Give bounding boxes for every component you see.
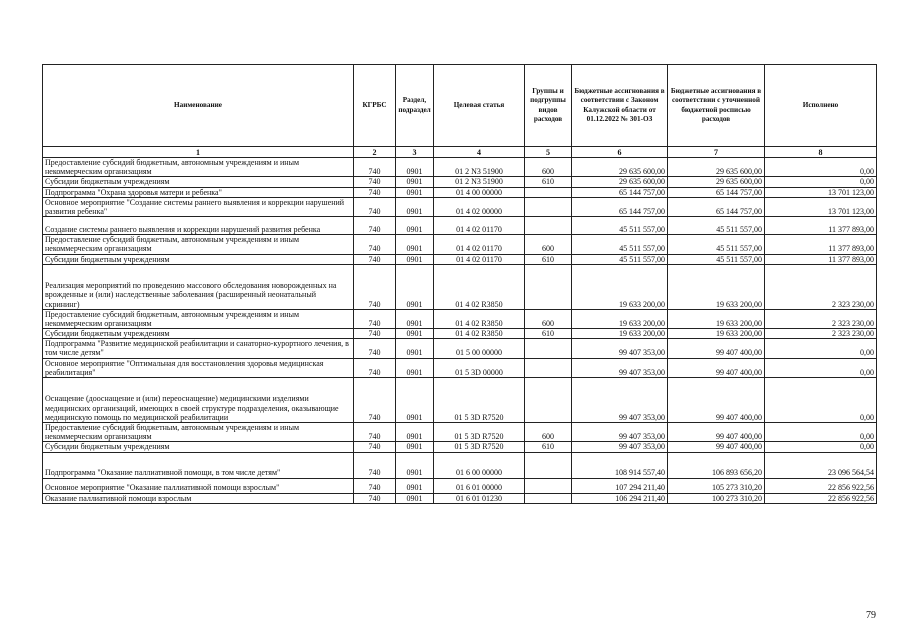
- row-executed: 0,00: [765, 358, 877, 377]
- row-expense-type: [525, 358, 572, 377]
- row-executed: 2 323 230,00: [765, 309, 877, 328]
- row-razdel: 0901: [396, 493, 434, 503]
- row-law-allocation: 99 407 353,00: [572, 378, 668, 423]
- row-name: Подпрограмма "Развитие медицинской реабилитации и санаторно-курортного лечения, в том числе детям": [43, 339, 354, 358]
- row-roster-allocation: 45 511 557,00: [668, 254, 765, 264]
- row-roster-allocation: 99 407 400,00: [668, 423, 765, 442]
- row-kgrbs: 740: [354, 264, 396, 309]
- row-target-article: 01 5 3D R7520: [434, 442, 525, 452]
- table-row: [43, 423, 877, 442]
- row-kgrbs: 740: [354, 158, 396, 177]
- row-razdel: 0901: [396, 254, 434, 264]
- row-roster-allocation: 99 407 400,00: [668, 339, 765, 358]
- row-expense-type: 600: [525, 235, 572, 254]
- row-name: Субсидии бюджетным учреждениям: [43, 254, 354, 264]
- row-kgrbs: 740: [354, 423, 396, 442]
- row-kgrbs: 740: [354, 378, 396, 423]
- row-law-allocation: 29 635 600,00: [572, 177, 668, 187]
- row-executed: 22 856 922,56: [765, 478, 877, 493]
- row-expense-type: [525, 493, 572, 503]
- row-name: Оказание паллиативной помощи взрослым: [43, 493, 354, 503]
- row-kgrbs: 740: [354, 442, 396, 452]
- row-law-allocation: 65 144 757,00: [572, 187, 668, 197]
- row-kgrbs: 740: [354, 339, 396, 358]
- budget-table: [42, 64, 877, 504]
- row-target-article: 01 6 01 00000: [434, 478, 525, 493]
- table-row: [43, 187, 877, 197]
- row-target-article: 01 4 02 00000: [434, 197, 525, 216]
- row-target-article: 01 5 00 00000: [434, 339, 525, 358]
- row-target-article: 01 5 3D R7520: [434, 378, 525, 423]
- row-expense-type: 600: [525, 423, 572, 442]
- row-name: Предоставление субсидий бюджетным, автономным учреждениям и иным некоммерческим организациям: [43, 158, 354, 177]
- row-law-allocation: 19 633 200,00: [572, 309, 668, 328]
- row-roster-allocation: 29 635 600,00: [668, 177, 765, 187]
- column-number: 4: [434, 147, 525, 158]
- row-law-allocation: 19 633 200,00: [572, 329, 668, 339]
- row-law-allocation: 29 635 600,00: [572, 158, 668, 177]
- row-kgrbs: 740: [354, 187, 396, 197]
- row-executed: 0,00: [765, 177, 877, 187]
- row-razdel: 0901: [396, 442, 434, 452]
- row-name: Реализация мероприятий по проведению массового обследования новорожденных на врожденные и (или) наследственные заболевания (расширенный неонатальный скрининг): [43, 264, 354, 309]
- row-roster-allocation: 106 893 656,20: [668, 452, 765, 478]
- row-razdel: 0901: [396, 329, 434, 339]
- row-law-allocation: 99 407 353,00: [572, 339, 668, 358]
- row-executed: 2 323 230,00: [765, 264, 877, 309]
- row-executed: 0,00: [765, 158, 877, 177]
- table-row: [43, 177, 877, 187]
- table-row: [43, 358, 877, 377]
- row-kgrbs: 740: [354, 177, 396, 187]
- row-razdel: 0901: [396, 358, 434, 377]
- row-target-article: 01 4 02 R3850: [434, 329, 525, 339]
- row-law-allocation: 45 511 557,00: [572, 235, 668, 254]
- row-executed: 11 377 893,00: [765, 235, 877, 254]
- row-roster-allocation: 45 511 557,00: [668, 235, 765, 254]
- column-number: 2: [354, 147, 396, 158]
- row-kgrbs: 740: [354, 329, 396, 339]
- row-roster-allocation: 65 144 757,00: [668, 197, 765, 216]
- table-row: [43, 329, 877, 339]
- row-roster-allocation: 19 633 200,00: [668, 329, 765, 339]
- row-name: Оснащение (дооснащение и (или) переоснащение) медицинскими изделиями медицинских организаций, имеющих в своей структуре подразделения, оказывающие медицинскую помощь по медицинской реабилитации: [43, 378, 354, 423]
- row-law-allocation: 99 407 353,00: [572, 423, 668, 442]
- row-kgrbs: 740: [354, 254, 396, 264]
- row-executed: 2 323 230,00: [765, 329, 877, 339]
- row-razdel: 0901: [396, 177, 434, 187]
- row-law-allocation: 65 144 757,00: [572, 197, 668, 216]
- header-expense-type: Группы и подгруппы видов расходов: [525, 65, 572, 147]
- column-number: 3: [396, 147, 434, 158]
- page-number: 79: [866, 610, 876, 621]
- row-kgrbs: 740: [354, 358, 396, 377]
- table-row: [43, 452, 877, 478]
- row-law-allocation: 107 294 211,40: [572, 478, 668, 493]
- column-number: 5: [525, 147, 572, 158]
- header-target-article: Целевая статья: [434, 65, 525, 147]
- row-target-article: 01 5 3D R7520: [434, 423, 525, 442]
- row-expense-type: [525, 478, 572, 493]
- header-row: [43, 65, 877, 147]
- row-roster-allocation: 105 273 310,20: [668, 478, 765, 493]
- row-law-allocation: 99 407 353,00: [572, 358, 668, 377]
- row-razdel: 0901: [396, 187, 434, 197]
- row-expense-type: 600: [525, 309, 572, 328]
- row-executed: 11 377 893,00: [765, 217, 877, 235]
- row-executed: 0,00: [765, 423, 877, 442]
- row-roster-allocation: 29 635 600,00: [668, 158, 765, 177]
- table-row: [43, 264, 877, 309]
- row-expense-type: 610: [525, 329, 572, 339]
- row-razdel: 0901: [396, 339, 434, 358]
- table-row: [43, 309, 877, 328]
- row-expense-type: 610: [525, 442, 572, 452]
- table-row: [43, 493, 877, 503]
- row-name: Создание системы раннего выявления и коррекции нарушений развития ребенка: [43, 217, 354, 235]
- row-target-article: 01 4 02 R3850: [434, 264, 525, 309]
- row-razdel: 0901: [396, 423, 434, 442]
- column-number: 1: [43, 147, 354, 158]
- row-target-article: 01 6 01 01230: [434, 493, 525, 503]
- row-roster-allocation: 99 407 400,00: [668, 442, 765, 452]
- column-number: 6: [572, 147, 668, 158]
- row-expense-type: [525, 197, 572, 216]
- row-executed: 13 701 123,00: [765, 197, 877, 216]
- row-law-allocation: 45 511 557,00: [572, 254, 668, 264]
- row-target-article: 01 5 3D 00000: [434, 358, 525, 377]
- table-row: [43, 378, 877, 423]
- row-executed: 11 377 893,00: [765, 254, 877, 264]
- row-target-article: 01 4 02 01170: [434, 235, 525, 254]
- row-name: Предоставление субсидий бюджетным, автономным учреждениям и иным некоммерческим организациям: [43, 235, 354, 254]
- column-number: 8: [765, 147, 877, 158]
- row-kgrbs: 740: [354, 309, 396, 328]
- row-expense-type: 610: [525, 254, 572, 264]
- row-razdel: 0901: [396, 309, 434, 328]
- table-row: [43, 339, 877, 358]
- row-law-allocation: 19 633 200,00: [572, 264, 668, 309]
- row-executed: 0,00: [765, 442, 877, 452]
- header-law-allocation: Бюджетные ассигнования в соответствии с Законом Калужской области от 01.12.2022 № 301-ОЗ: [572, 65, 668, 147]
- row-law-allocation: 45 511 557,00: [572, 217, 668, 235]
- row-target-article: 01 4 02 R3850: [434, 309, 525, 328]
- row-roster-allocation: 99 407 400,00: [668, 378, 765, 423]
- row-kgrbs: 740: [354, 493, 396, 503]
- row-target-article: 01 2 N3 51900: [434, 177, 525, 187]
- table-row: [43, 197, 877, 216]
- row-expense-type: 610: [525, 177, 572, 187]
- column-number-row: [43, 147, 877, 158]
- row-expense-type: [525, 187, 572, 197]
- row-target-article: 01 2 N3 51900: [434, 158, 525, 177]
- row-name: Субсидии бюджетным учреждениям: [43, 177, 354, 187]
- row-roster-allocation: 45 511 557,00: [668, 217, 765, 235]
- row-name: Подпрограмма "Охрана здоровья матери и ребенка": [43, 187, 354, 197]
- row-executed: 22 856 922,56: [765, 493, 877, 503]
- row-kgrbs: 740: [354, 478, 396, 493]
- row-roster-allocation: 100 273 310,20: [668, 493, 765, 503]
- table-body: [43, 158, 877, 504]
- row-razdel: 0901: [396, 478, 434, 493]
- row-name: Предоставление субсидий бюджетным, автономным учреждениям и иным некоммерческим организациям: [43, 309, 354, 328]
- row-razdel: 0901: [396, 197, 434, 216]
- row-kgrbs: 740: [354, 197, 396, 216]
- row-target-article: 01 4 02 01170: [434, 217, 525, 235]
- table-row: [43, 235, 877, 254]
- row-roster-allocation: 19 633 200,00: [668, 264, 765, 309]
- row-expense-type: [525, 339, 572, 358]
- row-kgrbs: 740: [354, 235, 396, 254]
- row-razdel: 0901: [396, 158, 434, 177]
- row-expense-type: [525, 264, 572, 309]
- row-target-article: 01 6 00 00000: [434, 452, 525, 478]
- row-expense-type: 600: [525, 158, 572, 177]
- row-name: Основное мероприятие "Оказание паллиативной помощи взрослым": [43, 478, 354, 493]
- header-kgrbs: КГРБС: [354, 65, 396, 147]
- row-roster-allocation: 99 407 400,00: [668, 358, 765, 377]
- row-name: Подпрограмма "Оказание паллиативной помощи, в том числе детям": [43, 452, 354, 478]
- row-razdel: 0901: [396, 217, 434, 235]
- header-razdel: Раздел, подраздел: [396, 65, 434, 147]
- header-executed: Исполнено: [765, 65, 877, 147]
- table-row: [43, 478, 877, 493]
- row-name: Субсидии бюджетным учреждениям: [43, 442, 354, 452]
- row-law-allocation: 99 407 353,00: [572, 442, 668, 452]
- row-razdel: 0901: [396, 452, 434, 478]
- row-expense-type: [525, 378, 572, 423]
- table-row: [43, 217, 877, 235]
- header-roster-allocation: Бюджетные ассигнования в соответствии с уточненной бюджетной росписью расходов: [668, 65, 765, 147]
- table-row: [43, 442, 877, 452]
- row-expense-type: [525, 452, 572, 478]
- row-expense-type: [525, 217, 572, 235]
- row-razdel: 0901: [396, 264, 434, 309]
- row-name: Предоставление субсидий бюджетным, автономным учреждениям и иным некоммерческим организациям: [43, 423, 354, 442]
- column-number: 7: [668, 147, 765, 158]
- row-executed: 23 096 564,54: [765, 452, 877, 478]
- row-name: Основное мероприятие "Создание системы раннего выявления и коррекции нарушений развития ребенка": [43, 197, 354, 216]
- row-name: Субсидии бюджетным учреждениям: [43, 329, 354, 339]
- row-razdel: 0901: [396, 378, 434, 423]
- row-law-allocation: 106 294 211,40: [572, 493, 668, 503]
- row-kgrbs: 740: [354, 452, 396, 478]
- row-target-article: 01 4 02 01170: [434, 254, 525, 264]
- row-roster-allocation: 19 633 200,00: [668, 309, 765, 328]
- table-row: [43, 254, 877, 264]
- row-razdel: 0901: [396, 235, 434, 254]
- row-kgrbs: 740: [354, 217, 396, 235]
- row-target-article: 01 4 00 00000: [434, 187, 525, 197]
- row-executed: 0,00: [765, 378, 877, 423]
- row-roster-allocation: 65 144 757,00: [668, 187, 765, 197]
- header-name: Наименование: [43, 65, 354, 147]
- row-executed: 0,00: [765, 339, 877, 358]
- row-law-allocation: 108 914 557,40: [572, 452, 668, 478]
- row-executed: 13 701 123,00: [765, 187, 877, 197]
- table-row: [43, 158, 877, 177]
- row-name: Основное мероприятие "Оптимальная для восстановления здоровья медицинская реабилитация": [43, 358, 354, 377]
